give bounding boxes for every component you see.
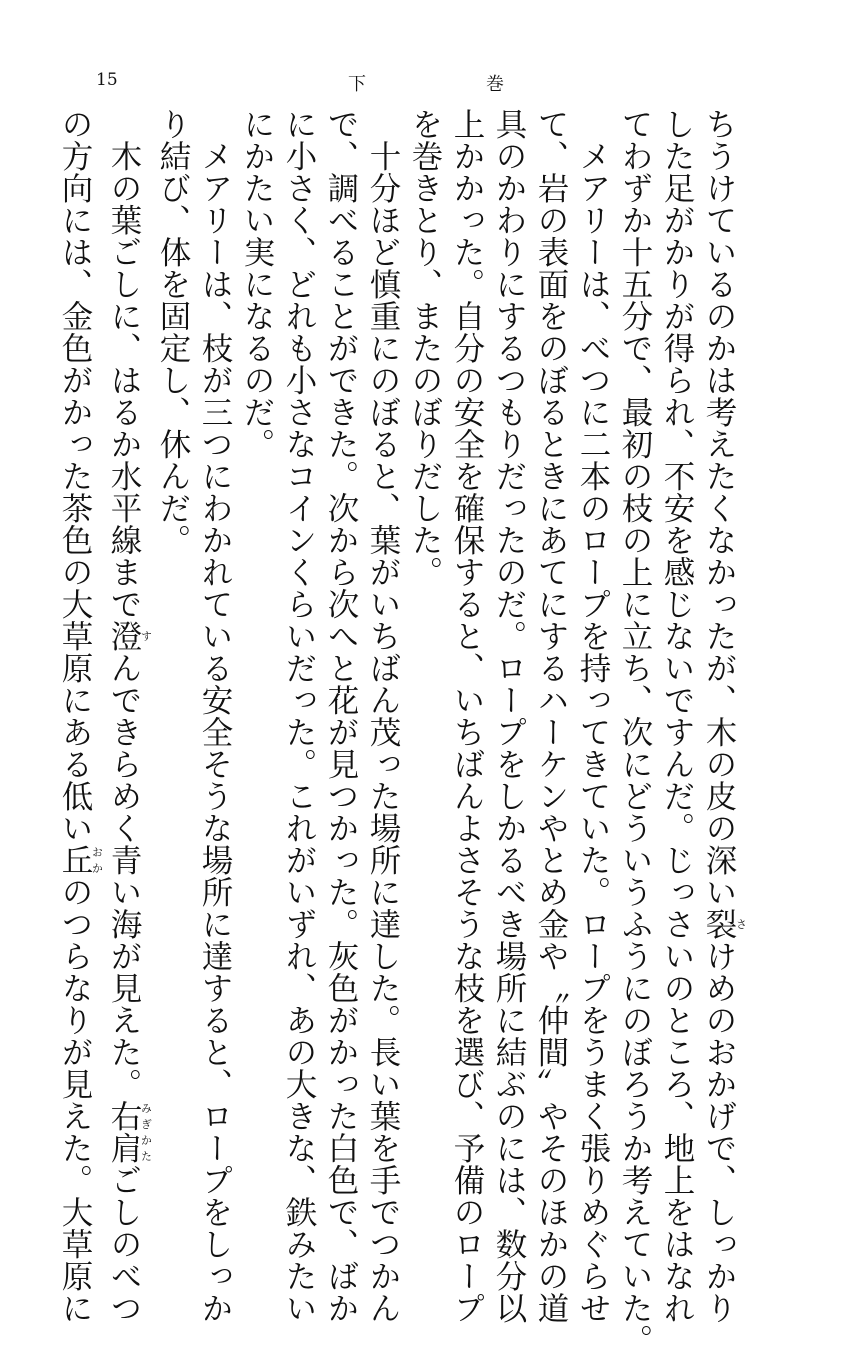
- text-line: [404, 108, 446, 1108]
- ruby-word: [57, 844, 104, 876]
- text-segment: にかたい実になるのだ。: [239, 108, 275, 460]
- ruby-reading: さ: [734, 908, 748, 940]
- text-segment: 上かかった。自分の安全を確保すると、いちばんよさそうな枝を選び、予備のロープ: [449, 108, 485, 1324]
- ruby-base: 右肩: [106, 1100, 142, 1164]
- text-segment: の方向には、金色がかった茶色の大草原にある低い: [57, 108, 93, 844]
- text-segment: けめのおかげで、しっかり: [701, 940, 737, 1324]
- text-segment: んできらめく青い海が見えた。: [106, 652, 142, 1100]
- ruby-reading: す: [139, 620, 153, 652]
- text-segment: メアリーは、枝が三つにわかれている安全そうな場所に達すると、ロープをしっか: [197, 108, 233, 1324]
- text-line: [103, 108, 153, 1324]
- text-line: [152, 108, 194, 1108]
- text-line: [320, 108, 362, 1324]
- volume-label: 下巻: [348, 74, 624, 95]
- text-line: [530, 108, 572, 1324]
- ruby-reading: みぎかた: [139, 1100, 153, 1164]
- text-line: [362, 108, 404, 1324]
- text-line: [656, 108, 698, 1324]
- text-segment: に小さく、どれも小さなコインくらいだった。これがいずれ、あの大きな、鉄みたい: [281, 108, 317, 1324]
- text-segment: メアリーは、べつに二本のロープを持ってきていた。ロープをうまく張りめぐらせ: [575, 108, 611, 1324]
- text-segment: した足がかりが得られ、不安を感じないですんだ。じっさいのところ、地上をはなれ: [659, 108, 695, 1324]
- ruby-word: [106, 620, 153, 652]
- text-segment: のつらなりが見えた。大草原に: [57, 876, 93, 1324]
- text-segment: てわずか十五分で、最初の枝の上に立ち、次にどういうふうにのぼろうか考えていた。: [617, 108, 653, 1356]
- text-line: [446, 108, 488, 1324]
- text-segment: で、調べることができた。次から次へと花が見つかった。灰色がかった白色で、ばか: [323, 108, 359, 1324]
- text-line: [236, 108, 278, 1108]
- text-line: [488, 108, 530, 1324]
- text-line: [278, 108, 320, 1324]
- text-line: [194, 108, 236, 1324]
- text-segment: ごしのべつ: [106, 1164, 142, 1324]
- text-segment: 木の葉ごしに、はるか水平線まで: [106, 108, 142, 620]
- page-number: 15: [96, 70, 118, 90]
- text-segment: ちうけているのかは考えたくなかったが、木の皮の深い: [701, 108, 737, 908]
- ruby-reading: おか: [90, 844, 104, 876]
- body-text: [54, 108, 748, 1356]
- text-segment: 十分ほど慎重にのぼると、葉がいちばん茂った場所に達した。長い葉を手でつかん: [365, 108, 401, 1324]
- text-line: [614, 108, 656, 1356]
- text-line: [698, 108, 748, 1324]
- text-segment: 具のかわりにするつもりだったのだ。ロープをしかるべき場所に結ぶのには、数分以: [491, 108, 527, 1324]
- text-segment: て、岩の表面をのぼるときにあてにするハーケンやとめ金や〝仲間〟やそのほかの道: [533, 108, 569, 1324]
- text-line: [572, 108, 614, 1324]
- ruby-word: [701, 908, 748, 940]
- text-segment: り結び、体を固定し、休んだ。: [155, 108, 191, 556]
- ruby-word: [106, 1100, 153, 1164]
- ruby-base: 裂: [701, 908, 737, 940]
- text-line: [54, 108, 104, 1324]
- ruby-base: 丘: [57, 844, 93, 876]
- text-segment: を巻きとり、またのぼりだした。: [407, 108, 443, 588]
- ruby-base: 澄: [106, 620, 142, 652]
